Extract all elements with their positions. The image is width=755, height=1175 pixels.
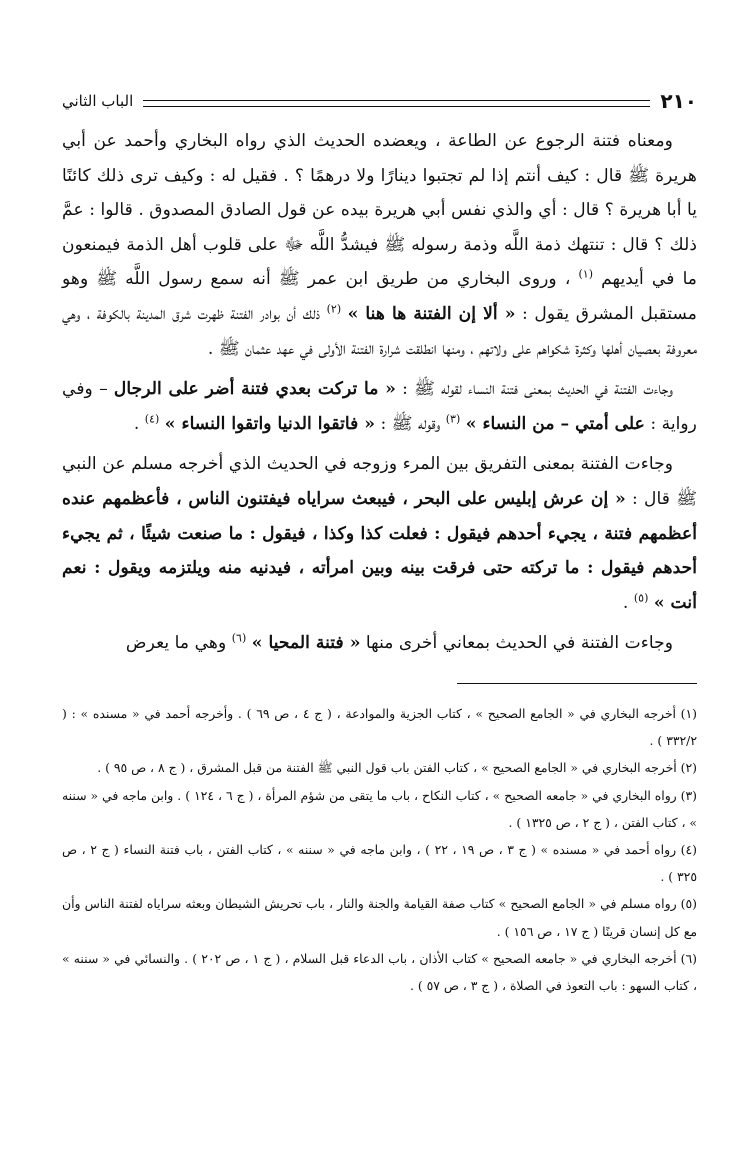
footnote-ref-6: (٦) — [231, 631, 247, 645]
paragraph-text: ومعناه فتنة الرجوع عن الطاعة ، ويعضده الحديث الذي رواه البخاري وأحمد عن أبي هريرة ﷺ قال : كيف أنتم إذا لم تجتبوا دينارًا ولا درهمًا ؟ . فقيل له : وكيف ترى ذلك كائنًا يا أبا هريرة ؟ قال : أي والذي نفس أبي هريرة بيده عن قول الصادق المصدوق . قالوا : عمَّ ذلك ؟ قال : تنتهك ذمة اللَّه وذمة رسوله ﷺ فيشدُّ اللَّه ﷻ على قلوب أهل الذمة فيمنعون ما في أيديهم — [62, 131, 698, 290]
footnotes — [62, 700, 697, 999]
paragraph-text: – وفي رواية : — [62, 379, 697, 434]
paragraph-text: ذلك أن بوادر الفتنة ظهرت شرق المدينة بالكوفة ، وهي معروفة بعصيان أهلها وكثرة شكواهم على ولاتهم ، ومنها انطلقت شرارة الفتنة الأولى في عهد عثمان ﷺ . — [62, 303, 697, 359]
paragraph-2 — [62, 372, 697, 441]
footnote-1: (١) أخرجه البخاري في « الجامع الصحيح » ، كتاب الجزية والموادعة ، ( ج ٤ ، ص ٦٩ ) . وأخرجه أحمد في « مسنده » : ( ٣٣٢/٢ ) . — [62, 705, 698, 749]
hadith-quote: على أمتي – من النساء » — [465, 413, 645, 434]
footnote-separator — [457, 683, 697, 684]
paragraph-text: وجاءت الفتنة في الحديث بمعنى فتنة النساء لقوله ﷺ : — [402, 379, 674, 400]
paragraph-text: ، وروى البخاري من طريق ابن عمر ﷺ أنه سمع رسول اللَّه ﷺ وهو مستقبل المشرق يقول : — [62, 269, 697, 324]
paragraph-1 — [62, 124, 697, 366]
hadith-quote: « ما تركت بعدي فتنة أضر على الرجال — [113, 379, 396, 400]
paragraph-text: . — [622, 592, 629, 613]
hadith-quote: « ألا إن الفتنة ها هنا » — [347, 303, 516, 324]
paragraph-4 — [62, 626, 697, 661]
body-text — [62, 124, 697, 661]
paragraph-text: وجاءت الفتنة بمعنى التفريق بين المرء وزوجه في الحديث الذي أخرجه مسلم عن النبي ﷺ قال : — [62, 454, 697, 509]
footnote-ref-5: (٥) — [633, 590, 649, 604]
paragraph-text: . — [133, 413, 140, 434]
page-header — [62, 84, 697, 118]
hadith-quote: « إن عرش إبليس على البحر ، فيبعث سراياه فيفتنون الناس ، فأعظمهم عنده أعظمهم فتنة ، يجيء أحدهم فيقول : فعلت كذا وكذا ، فيقول : ما صنعت شيئًا ، ثم يجيء أحدهم فيقول : ما تركته حتى فرقت بينه وبين امرأته ، فيدنيه منه ويلتزمه ويقول : نعم أنت » — [62, 488, 697, 613]
chapter-title: الباب الثاني — [62, 92, 134, 110]
paragraph-text: وهي ما يعرض — [125, 633, 227, 654]
footnote-ref-3: (٣) — [445, 412, 461, 426]
footnote-2: (٢) أخرجه البخاري في « الجامع الصحيح » ، كتاب الفتن باب قول النبي ﷺ الفتنة من قبل المشرق ، ( ج ٨ ، ص ٩٥ ) . — [97, 760, 697, 776]
paragraph-3 — [62, 447, 697, 620]
footnote-ref-2: (٢) — [326, 302, 342, 316]
paragraph-text: وجاءت الفتنة في الحديث بمعاني أخرى منها — [365, 633, 673, 654]
footnote-ref-4: (٤) — [144, 412, 160, 426]
hadith-quote: « فاتقوا الدنيا واتقوا النساء » — [164, 413, 376, 434]
header-rule — [143, 100, 650, 107]
footnote-ref-1: (١) — [578, 267, 593, 281]
page-number: ٢١٠ — [660, 89, 697, 113]
book-page — [62, 84, 697, 1154]
footnote-5: (٥) رواه مسلم في « الجامع الصحيح » كتاب صفة القيامة والجنة والنار ، باب تحريش الشيطان وبعثه سراياه لفتنة الناس وأن مع كل إنسان قرينًا ( ج ١٧ ، ص ١٥٦ ) . — [62, 896, 697, 939]
hadith-quote: « فتنة المحيا » — [251, 633, 361, 654]
footnote-6: (٦) أخرجه البخاري في « جامعه الصحيح » كتاب الأذان ، باب الدعاء قبل السلام ، ( ج ١ ، ص ٢٠٢ ) . والنسائي في « سننه » ، كتاب السهو : باب التعوذ في الصلاة ، ( ج ٣ ، ص ٥٧ ) . — [62, 950, 698, 993]
footnote-3: (٣) رواه البخاري في « جامعه الصحيح » ، كتاب النكاح ، باب ما يتقى من شؤم المرأة ، ( ج ٦ ، ١٢٤ ) . وابن ماجه في « سننه » ، كتاب الفتن ، ( ج ٢ ، ص ١٣٢٥ ) . — [62, 787, 697, 830]
footnote-4: (٤) رواه أحمد في « مسنده » ( ج ٣ ، ص ١٩ ، ٢٢ ) ، وابن ماجه في « سننه » ، كتاب الفتن ، باب فتنة النساء ( ج ٢ ، ص ٣٢٥ ) . — [62, 841, 697, 885]
paragraph-text: وقوله ﷺ : — [380, 413, 441, 434]
